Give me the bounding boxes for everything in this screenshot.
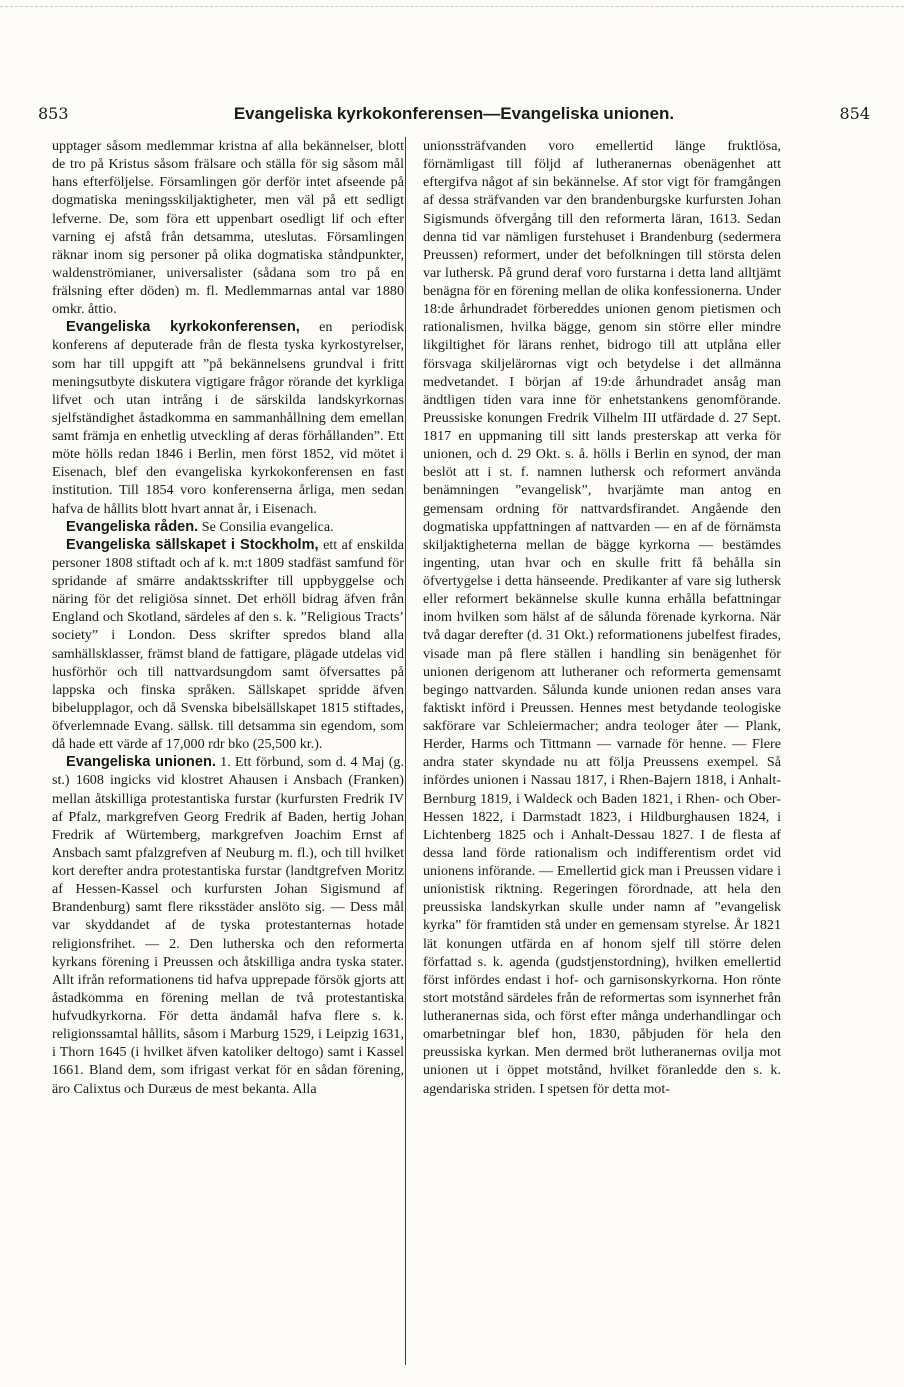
running-title: Evangeliska kyrkokonferensen—Evangeliska unionen. bbox=[233, 104, 675, 123]
entry-raden bbox=[52, 518, 404, 536]
top-scan-rule bbox=[0, 6, 904, 7]
entry-text: Se Consilia evangelica. bbox=[201, 518, 334, 535]
page-number-right: 854 bbox=[839, 104, 870, 123]
entry-sallskapet bbox=[52, 536, 404, 754]
entry-text: ett af enskilda personer 1808 stiftadt och af k. m:t 1809 stadfäst samfund för spridande af smärre andaktsskrifter till uppbyggelse och näring för det religiösa sinnet. Det erhöll bidrag äfven från England och Skotland, särdeles af den s. k. ”Religious Tracts’ society” i London. Dess skrifter spredos bland alla samhällsklasser, främst bland de fattigare, plägade utdelas vid husförhör och till nattvardsungdom samt öfversattes på lappska och finska språken. Sällskapet spridde äfven bibelupplagor, och då Svenska bibelsällskapet 1815 stiftades, öfverlemnade Evang. sällsk. till detsamma sin egendom, som då hade ett värde af 17,000 rdr bko (25,500 kr.). bbox=[52, 536, 404, 753]
entry-headword: Evangeliska sällskapet i Stockholm, bbox=[66, 536, 319, 553]
entry-unionen bbox=[52, 753, 404, 1097]
entry-unionen-continued bbox=[423, 137, 781, 1098]
column-divider bbox=[405, 137, 406, 1365]
page-number-left: 853 bbox=[38, 104, 69, 123]
page-header bbox=[38, 104, 870, 124]
entry-text: 1. Ett förbund, som d. 4 Maj (g. st.) 1608 ingicks vid klostret Ahausen i Ansbach (Franken) mellan åtskilliga protestantiska furstar (kurfursten Fredrik IV af Pfalz, markgrefven Georg Fredrik af Baden, hertig Johan Fredrik af Würtemberg, markgrefven Joachim Ernst af Ansbach samt pfalzgrefven af Neuburg m. fl.), och till hvilket kort derefter andra protestantiska furstar (landtgrefven Moritz af Hessen-Kassel och kurfursten Johan Sigismund af Brandenburg) samt flere riksstäder anslöto sig. — Dess mål var skyddandet af de tyska protestanternas hotade religionsfrihet. — 2. Den lutherska och den reformerta kyrkans förening i Preussen och åtskilliga andra tyska stater. Allt ifrån reformationens tid hafva upprepade försök gjorts att åstadkomma en förening mellan de två protestantiska hufvudkyrkorna. För detta ändamål hafva flere s. k. religionssamtal hållits, såsom i Marburg 1529, i Leipzig 1631, i Thorn 1645 (i hvilket äfven katoliker deltogo) samt i Kassel 1661. Bland dem, som ifrigast verkat för en sådan förening, äro Calixtus och Duræus de mest bekanta. Alla bbox=[52, 754, 404, 1097]
left-column bbox=[52, 137, 404, 1365]
entry-continuation bbox=[52, 137, 404, 318]
entry-headword: Evangeliska kyrkokonferensen, bbox=[66, 319, 300, 336]
entry-text: en periodisk konferens af deputerade från de flesta tyska kyrkostyrelser, som har till uppgift att ”på bekännelsens grundval i fritt meningsutbyte diskutera vigtigare frågor rörande det kyrkliga lifvet och utan intrång i de särskilda landskyrkornas sjelfständighet åstadkomma en sammanhållning dem emellan samt främja en enhetlig utveckling af deras förhållanden”. Ett möte hölls redan 1846 i Berlin, men först 1852, vid mötet i Eisenach, blef den evangeliska kyrkokonferensen en fast institution. Till 1854 voro konferenserna årliga, men sedan hafva de hållits blott hvart annat år, i Eisenach. bbox=[52, 319, 404, 517]
entry-headword: Evangeliska råden. bbox=[66, 518, 199, 535]
entry-text: upptager såsom medlemmar kristna af alla bekännelser, blott de tro på Kristus såsom frälsare och ställa för sig såsom mål hans efterföljelse. Församlingen gör derför intet afseende på dogmatiska meningsskiljaktigheter, men väl på ett sedligt lefverne. De, som föra ett uppenbart osedligt lif och efter varning ej afstå från detsamma, uteslutas. Församlingen räknar inom sig personer på olika dogmatiska ståndpunkter, waldenströmianer, universalister (sådana som tro på en frälsning efter döden) m. fl. Medlemmarnas antal var 1880 omkr. åttio. bbox=[52, 138, 404, 318]
entry-headword: Evangeliska unionen. bbox=[66, 754, 216, 771]
entry-kyrkokonferensen bbox=[52, 318, 404, 517]
right-column bbox=[423, 137, 781, 1365]
entry-text: unionssträfvanden voro emellertid länge fruktlösa, förnämligast till följd af lutheranernas obenägenhet att eftergifva något af sin bekännelse. Af stor vigt för framgången af dessa sträfvanden var den brandenburgske kurfursten Johan Sigismunds öfvergång till den reformerta läran, 1613. Sedan denna tid var nämligen furstehuset i Brandenburg (sedermera Preussen) reformert, under det befolkningen till största delen var luthersk. På grund deraf voro furstarna i detta land alltjämt benägna för en förening mellan de olika konfessionerna. Under 18:de århundradet förbereddes unionen genom pietismen och rationalismen, hvilka bägge, genom sin större eller mindre likgiltighet för lärans renhet, bidrogo till att utplåna eller försvaga skiljelärornas vigt och betydelse i det allmänna medvetandet. I början af 19:de århundradet ansåg man ändtligen tiden vara inne för enhetstankens genomförande. Preussiske konungen Fredrik Vilhelm III utfärdade d. 27 Sept. 1817 en uppmaning till sitt lands presterskap att verka för unionen, och d. 29 Okt. s. å. hölls i Berlin en synod, der man beslöt att i st. f. namnen luthersk och reformert använda benämningen ”evangelisk”, hvarjämte man antog en gemensam ordning för nattvardsfirandet. Angående den dogmatiska uppfattningen af nattvarden — en af de förnämsta skiljaktigheterna mellan de bägge kyrkorna — bestämdes ingenting, utan hvar och en skulle fritt få behålla sin öfvertygelse i detta hänseende. Predikanter af vare sig luthersk eller reformert bekännelse skulle kunna erhålla befattningar inom hvilken som hälst af de sålunda förenade kyrkorna. När två dagar derefter (d. 31 Okt.) reformationens jubelfest firades, visade man på flere ställen i handling sin benägenhet för unionen derigenom att lutheraner och reformerta gemensamt begingo nattvarden. Sålunda kunde unionen redan anses vara faktiskt införd i Preussen. Hennes mest betydande teologiske sakförare var Schleiermacher; andra teologer åter — Plank, Herder, Harms och Tittmann — varnade för henne. — Flere andra stater skyndade nu att följa Preussens exempel. Så infördes unionen i Nassau 1817, i Rhen-Bajern 1818, i Anhalt-Bernburg 1819, i Waldeck och Baden 1821, i Rhen- och Ober-Hessen 1822, i Darmstadt 1823, i Hildburghausen 1824, i Lichtenberg 1825 och i Anhalt-Dessau 1827. I de flesta af dessa land förde rationalism och indifferentism ordet vid unionens införande. — Emellertid gick man i Preussen vidare i unionistisk riktning. Regeringen förordnade, att hela den preussiska landskyrkan skulle under namn af ”evangelisk kyrka” för framtiden stå under en gemensam styrelse. År 1821 lät konungen utfärda en af honom sjelf till större delen författad s. k. agenda (gudstjenstordning), hvilken emellertid först infördes endast i hof- och garnisonskyrkorna. Hon rönte stort motstånd särdeles från de reformertas som isynnerhet från lutheranernas sida, och först efter många underhandlingar och omarbetningar blef hon, 1830, påbjuden för hela den preussiska kyrkan. Men dermed bröt lutheranernas ovilja mot unionen ut i öppet motstånd, hvilket föranledde den s. k. agendariska striden. I spetsen för detta mot- bbox=[423, 138, 781, 1097]
